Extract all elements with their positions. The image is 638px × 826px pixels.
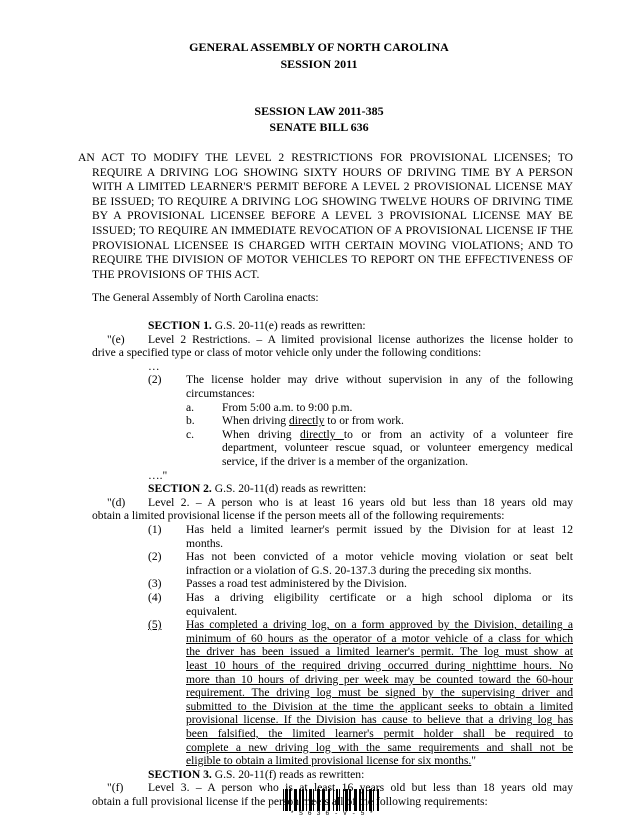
session-law-heading: SESSION LAW 2011-385 [254,104,384,118]
subsection-e-line2: drive a specified type or class of motor vehicle only under the following conditions: [92,346,482,360]
act-title: AN ACT TO MODIFY THE LEVEL 2 RESTRICTIONS FOR PROVISIONAL LICENSES; TO REQUIRE A DRIVING LOG SHOWING SIXTY HOURS OF DRIVING TIME BY A PERSON WITH A LIMITED LEARNER'S PERMIT BEFORE A LEVEL 2 PROVISIONAL LICENSE MAY BE ISSUED; TO REQUIRE A DRIVING LOG SHOWING TWELVE HOURS OF DRIVING TIME BY A PROVISIONAL LICENSEE BEFORE A LEVEL 3 PROVISIONAL LICENSE MAY BE ISSUED; TO REQUIRE AN IMMEDIATE REVOCATION OF A PROVISIONAL LICENSE IF THE PROVISIONAL LICENSEE IS CHARGED WITH CERTAIN MOVING VIOLATIONS; AND TO REQUIRE THE DIVISION OF MOTOR VEHICLES TO REPORT ON THE EFFECTIVENESS OF THE PROVISIONS OF THIS ACT. [78,151,573,281]
req-1-line1: Has held a limited learner's permit issued by the Division for at least 12 [186,523,573,536]
barcode-text: * S 6 3 6 - V - 5 * [290,810,374,817]
session-heading: SESSION 2011 [280,57,358,71]
item-2-line1: The license holder may drive without supervision in any of the following [186,373,573,387]
req-5-line3: the driver has been issued a limited learner's permit. The log must show at [186,645,573,659]
item-b-label: b. [186,414,195,428]
item-b-text: When driving directly to or from work. [222,414,404,428]
section-1-heading: SECTION 1. G.S. 20-11(e) reads as rewritten: [148,319,366,332]
item-2-number: (2) [148,373,162,387]
subsection-e-line1: Level 2 Restrictions. – A limited provisional license authorizes the license holder to [148,332,573,346]
req-4-number: (4) [148,591,162,604]
req-1-number: (1) [148,523,162,536]
req-5-line11-text: eligible to obtain a limited provisional license for six months. [186,754,472,768]
section-3-heading: SECTION 3. G.S. 20-11(f) reads as rewritten: [148,767,365,781]
req-5-line7: submitted to the Division at the time the applicant seeks to obtain a limited [186,699,573,713]
subsection-d-line1: Level 2. – A person who is at least 16 years old but less than 18 years old may [148,495,573,509]
req-3-line1: Passes a road test administered by the Division. [186,577,407,591]
item-a-text: From 5:00 a.m. to 9:00 p.m. [222,400,353,414]
req-5-line9: been falsified, the limited learner's permit holder shall be required to [186,727,573,740]
senate-bill-heading: SENATE BILL 636 [269,120,369,134]
req-1-line2: months. [186,536,224,550]
subsection-d-line2: obtain a limited provisional license if the person meets all of the following requirements: [92,509,505,523]
req-5-line2: minimum of 60 hours as the operator of a motor vehicle of a class for which [186,631,573,645]
req-5-line5: more than 10 hours of driving per week may be counted toward the 60-hour [186,672,573,686]
item-c-line3: service, if the driver is a member of the organization. [222,455,469,468]
req-5-close-quote: " [471,754,477,768]
subsection-e-label: "(e) [107,332,125,346]
item-c-line1: When driving directly to or from an activity of a volunteer fire [222,427,573,441]
item-a-label: a. [186,400,195,414]
ellipsis: … [148,359,160,373]
subsection-f-line2: obtain a full provisional license if the person meets all of the following requirements: [92,795,488,808]
req-5-line1: Has completed a driving log, on a form approved by the Division, detailing a [186,618,573,632]
req-2-line1: Has not been convicted of a motor vehicle moving violation or seat belt [186,550,573,564]
enacting-clause: The General Assembly of North Carolina enacts: [92,291,319,304]
item-c-line2: department, volunteer rescue squad, or volunteer emergency medical [222,441,573,455]
assembly-heading: GENERAL ASSEMBLY OF NORTH CAROLINA [189,40,449,54]
req-5-line4: least 10 hours of the required driving occurred during nighttime hours. No [186,659,573,672]
subsection-f-line1: Level 3. – A person who is at least 16 years old but less than 18 years old may [148,781,573,795]
req-5-line10: complete a new driving log with the same requirements and shall not be [186,740,573,754]
subsection-f-label: "(f) [107,781,124,795]
req-4-line2: equivalent. [186,604,238,618]
req-2-number: (2) [148,550,162,564]
req-4-line1: Has a driving eligibility certificate or a high school diploma or its [186,591,573,604]
item-c-label: c. [186,427,195,441]
req-5-line8: provisional license. If the Division has cause to believe that a driving log has [186,713,573,727]
section-2-heading: SECTION 2. G.S. 20-11(d) reads as rewritten: [148,482,367,496]
req-5-line6: requirement. The driving log must be signed by the supervising driver and [186,686,573,700]
item-2-line2: circumstances: [186,387,255,400]
req-5-line11 [186,754,476,768]
req-3-number: (3) [148,577,162,591]
section-1-close: …." [148,468,168,482]
req-2-line2: infraction or a violation of G.S. 20-137.3 during the preceding six months. [186,563,532,577]
subsection-d-label: "(d) [107,495,126,509]
req-5-number: (5) [148,618,162,632]
